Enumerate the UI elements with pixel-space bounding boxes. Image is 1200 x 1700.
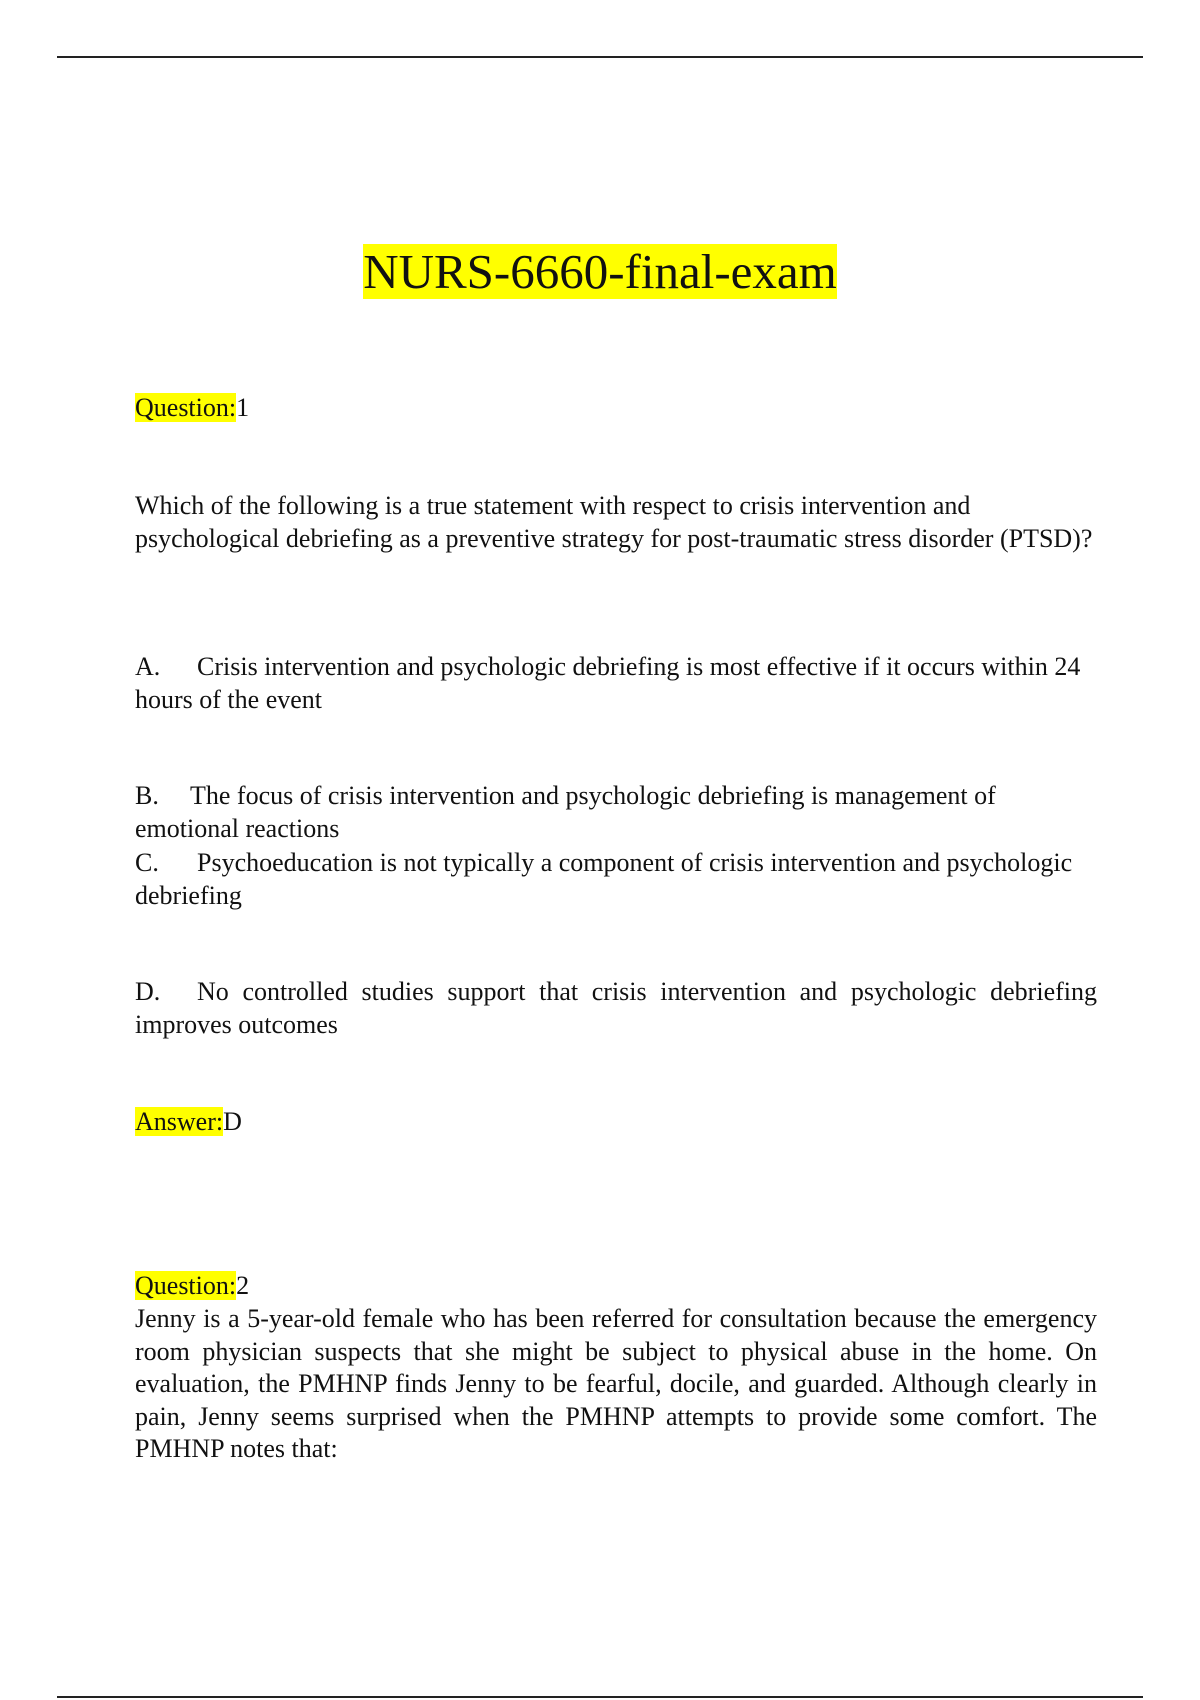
option-d-text: No controlled studies support that crisis intervention and psychologic debriefing improves outcomes xyxy=(135,977,1097,1039)
option-b-letter: B. xyxy=(135,781,159,810)
question-1-heading xyxy=(135,392,1097,425)
question-2-stem: Jenny is a 5-year-old female who has been referred for consultation because the emergency room physician suspects that she might be subject to physical abuse in the home. On evaluation, the PMHNP finds Jenny to be fearful, docile, and guarded. Although clearly in pain, Jenny seems surprised when the PMHNP attempts to provide some comfort. The PMHNP notes that: xyxy=(135,1304,1097,1463)
document-title xyxy=(0,242,1200,302)
question-2-heading xyxy=(135,1270,1097,1303)
option-a-letter: A. xyxy=(135,652,161,681)
question-1-option-a xyxy=(135,651,1097,716)
top-rule xyxy=(57,56,1143,58)
bottom-rule xyxy=(57,1696,1143,1698)
option-a-text: Crisis intervention and psychologic debriefing is most effective if it occurs within 24 hours of the event xyxy=(135,652,1081,714)
question-1-option-b xyxy=(135,780,1097,845)
option-b-text: The focus of crisis intervention and psychologic debriefing is management of emotional reactions xyxy=(135,781,996,843)
question-1-stem: Which of the following is a true statement with respect to crisis intervention and psychological debriefing as a preventive strategy for post-traumatic stress disorder (PTSD)? xyxy=(135,491,1093,553)
option-c-text: Psychoeducation is not typically a component of crisis intervention and psychologic debriefing xyxy=(135,848,1073,910)
question-1-number: 1 xyxy=(236,393,250,422)
question-1-option-d xyxy=(135,976,1097,1041)
question-2-label: Question: xyxy=(135,1271,237,1300)
question-2-number: 2 xyxy=(236,1271,250,1300)
option-d-letter: D. xyxy=(135,977,161,1006)
question-1-answer xyxy=(135,1106,1097,1139)
answer-value: D xyxy=(223,1107,242,1136)
question-1-option-c xyxy=(135,847,1097,912)
answer-label: Answer: xyxy=(135,1107,224,1136)
question-1-label: Question: xyxy=(135,393,237,422)
option-c-letter: C. xyxy=(135,848,159,877)
title-highlight: NURS-6660-final-exam xyxy=(363,244,837,299)
